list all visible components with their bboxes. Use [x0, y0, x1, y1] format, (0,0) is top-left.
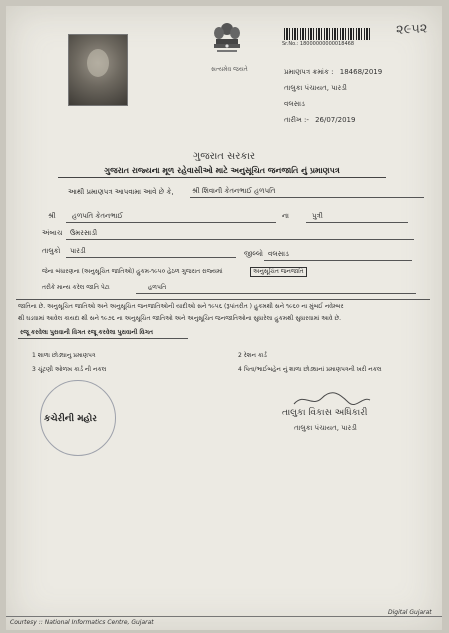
document-item: 2 રેશન કાર્ડ: [238, 352, 267, 359]
jilla-line: [264, 260, 412, 261]
footer-rule: [6, 616, 442, 617]
category-box: અનુસૂચિત જનજાતિ: [250, 267, 307, 277]
district: વલસાડ: [284, 100, 305, 108]
emblem-caption: સત્યમેવ જયતે: [211, 66, 248, 73]
certificate-number-value: 18468/2019: [339, 68, 383, 76]
signature-mark-icon: [292, 390, 372, 410]
parent-prefix: શ્રી: [48, 212, 56, 220]
certificate-page: [6, 6, 442, 630]
date-value: 26/07/2019: [315, 116, 356, 124]
date-label: તારીખ :-: [284, 116, 309, 124]
certificate-number-row: [284, 68, 382, 77]
seal-text: કચેરીની મહોર: [44, 414, 97, 424]
parent-name: હળપતિ કેતનભાઈ: [72, 212, 123, 220]
barcode-number: Sr.No.: 18000000000018468: [282, 41, 355, 47]
village-label: અંબાચ: [42, 229, 63, 237]
order-text: જેના બંધારણના (અનુસૂચિત જાતિઓ) હુકમ-૧૯૫૦ હેઠળ ગુજરાત રાજ્યમાં: [42, 268, 223, 275]
applicant-name-line: [190, 197, 424, 198]
caste-value: હળપતિ: [148, 284, 167, 291]
national-emblem-icon: [209, 20, 245, 64]
footer-courtesy: Courtesy :: National Informatics Centre, Gujarat: [10, 619, 154, 626]
village-line: [66, 239, 414, 240]
date-row: [284, 116, 355, 125]
relation-line: [306, 222, 408, 223]
certificate-title: ગુજરાત રાજ્યના મૂળ રહેવાસીઓ માટે અનુસૂચિત જનજાતિ નું પ્રમાણપત્ર: [58, 166, 386, 178]
applicant-photo: [68, 34, 128, 106]
footer-brand: Digital Gujarat: [388, 609, 432, 616]
documents-heading: રજૂ કરવેલા પુરાવાની વિગત રજૂ કરવેલા પુરાવાની વિગત: [20, 329, 153, 336]
parent-name-line: [66, 222, 276, 223]
handwritten-number: ૨૯૫૨: [395, 21, 428, 38]
caste-line: [136, 293, 416, 294]
taluka-line: [66, 257, 236, 258]
relation-prefix: ના: [282, 212, 289, 220]
issuing-office: તાલુકા પંચાયત, પારડી: [284, 84, 347, 92]
document-item: 4 પિતા/ભાઈબહેન નું શાળા છોડ્યાનાં પ્રમાણપત્રની ખરી નકલ: [238, 366, 382, 373]
paragraph-line-1: જાતિના છે. અનુસૂચિત જાતિઓ અને અનુસૂચિત જનજાતિઓની યાદીઓ સને ૧૯૫૬ (રૂપાંતરીત ) હુકમથી સને ૧૯૬૦ ના મુંબઈ નવેમ્બર: [18, 303, 344, 310]
taluka-value: પારડી: [70, 247, 86, 255]
taluka-label: તાલુકો: [42, 247, 61, 255]
documents-heading-rule: [18, 338, 188, 339]
relation-value: પુત્રી: [312, 212, 323, 220]
jilla-value: વલસાડ: [268, 250, 289, 258]
jilla-label: જીલ્લો: [244, 250, 263, 258]
certificate-number-label: પ્રમાણપત્ર ક્રમાંક :: [284, 68, 334, 76]
paragraph-rule: [16, 299, 430, 300]
barcode: [284, 28, 370, 40]
document-item: 3 ચૂંટણી ઓળખ કાર્ડ ની નકલ: [32, 366, 107, 373]
intro-text: આથી પ્રમાણપત્ર આપવામા આવે છે કે,: [68, 188, 174, 196]
paragraph-line-2: થી ઘડવામાં આવેલ કાયદા થી સને ૧૯૭૬ ના અનુસૂચિત જાતિઓ અને અનુસૂચિત જનજાતિઓના સુધારેલા હુકમથી સુધારવામાં આવે છે.: [18, 315, 342, 322]
document-item: 1 શાળા છોડ્યાનુ પ્રમાણપત્ર: [32, 352, 96, 359]
signatory-office: તાલુકા પંચાયત, પારડી: [294, 424, 357, 432]
village-value: ઉમરસાડી: [70, 229, 98, 237]
government-title: ગુજરાત સરકાર: [192, 151, 256, 162]
applicant-name: શ્રી શિવાની કેતનભાઈ હળપતિ: [192, 187, 276, 195]
recognized-text: તરીકે માન્ય કરેલ જાતિ પેટા: [42, 284, 110, 291]
signatory-title: તાલુકા વિકાસ અધિકારી: [282, 408, 368, 418]
